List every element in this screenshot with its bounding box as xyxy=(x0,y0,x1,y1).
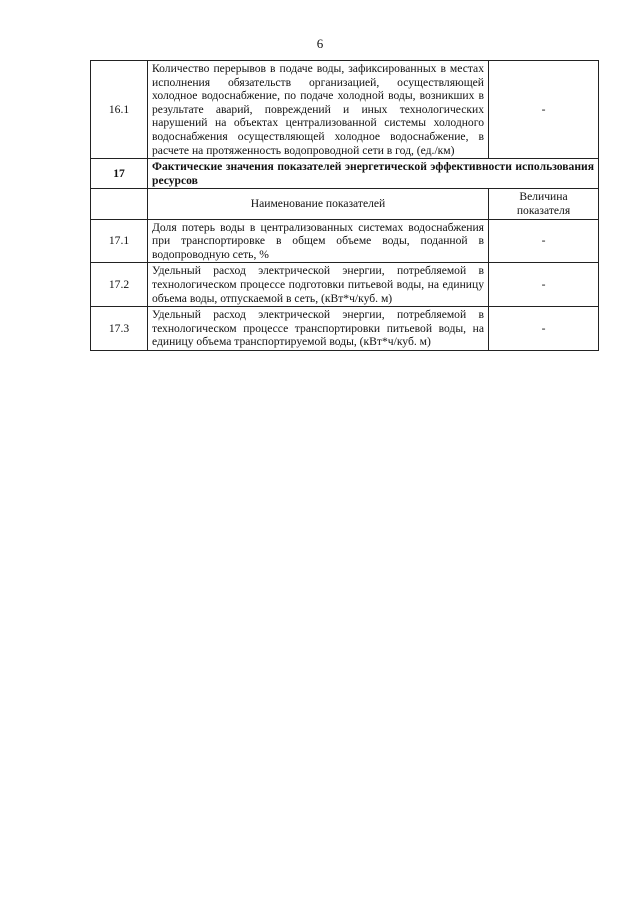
header-name: Наименование показателей xyxy=(148,189,489,219)
indicator-value: - xyxy=(489,307,599,351)
indicator-value: - xyxy=(489,263,599,307)
header-empty-cell xyxy=(91,189,148,219)
table-row xyxy=(91,263,599,307)
indicator-value: - xyxy=(489,219,599,263)
row-number: 17.3 xyxy=(91,307,148,351)
header-value: Величина показателя xyxy=(489,189,599,219)
row-number: 17.1 xyxy=(91,219,148,263)
section-number: 17 xyxy=(91,159,148,189)
page-number: 6 xyxy=(316,36,324,51)
section-title: Фактические значения показателей энергетической эффективности использования ресурсов xyxy=(148,159,599,189)
indicator-name: Количество перерывов в подаче воды, зафиксированных в местах исполнения обязательств организацией, осуществляющей холодное водоснабжение, по подаче холодной воды, возникших в результате аварий, повреждений и иных технологических нарушений на объектах централизованной системы холодного водоснабжения осуществляющей холодное водоснабжение, в расчете на протяженность водопроводной сети в год, (ед./км) xyxy=(148,61,489,159)
header-row xyxy=(91,189,599,219)
row-number: 17.2 xyxy=(91,263,148,307)
indicator-name: Удельный расход электрической энергии, потребляемой в технологическом процессе транспортировки питьевой воды, на единицу объема транспортируемой воды, (кВт*ч/куб. м) xyxy=(148,307,489,351)
indicator-name: Доля потерь воды в централизованных системах водоснабжения при транспортировке в общем объеме воды, поданной в водопроводную сеть, % xyxy=(148,219,489,263)
indicators-table xyxy=(90,60,599,351)
section-row xyxy=(91,159,599,189)
indicator-name: Удельный расход электрической энергии, потребляемой в технологическом процессе подготовки питьевой воды, на единицу объема воды, отпускаемой в сеть, (кВт*ч/куб. м) xyxy=(148,263,489,307)
table-row xyxy=(91,307,599,351)
table-row xyxy=(91,219,599,263)
table-row xyxy=(91,61,599,159)
indicator-value: - xyxy=(489,61,599,159)
row-number: 16.1 xyxy=(91,61,148,159)
